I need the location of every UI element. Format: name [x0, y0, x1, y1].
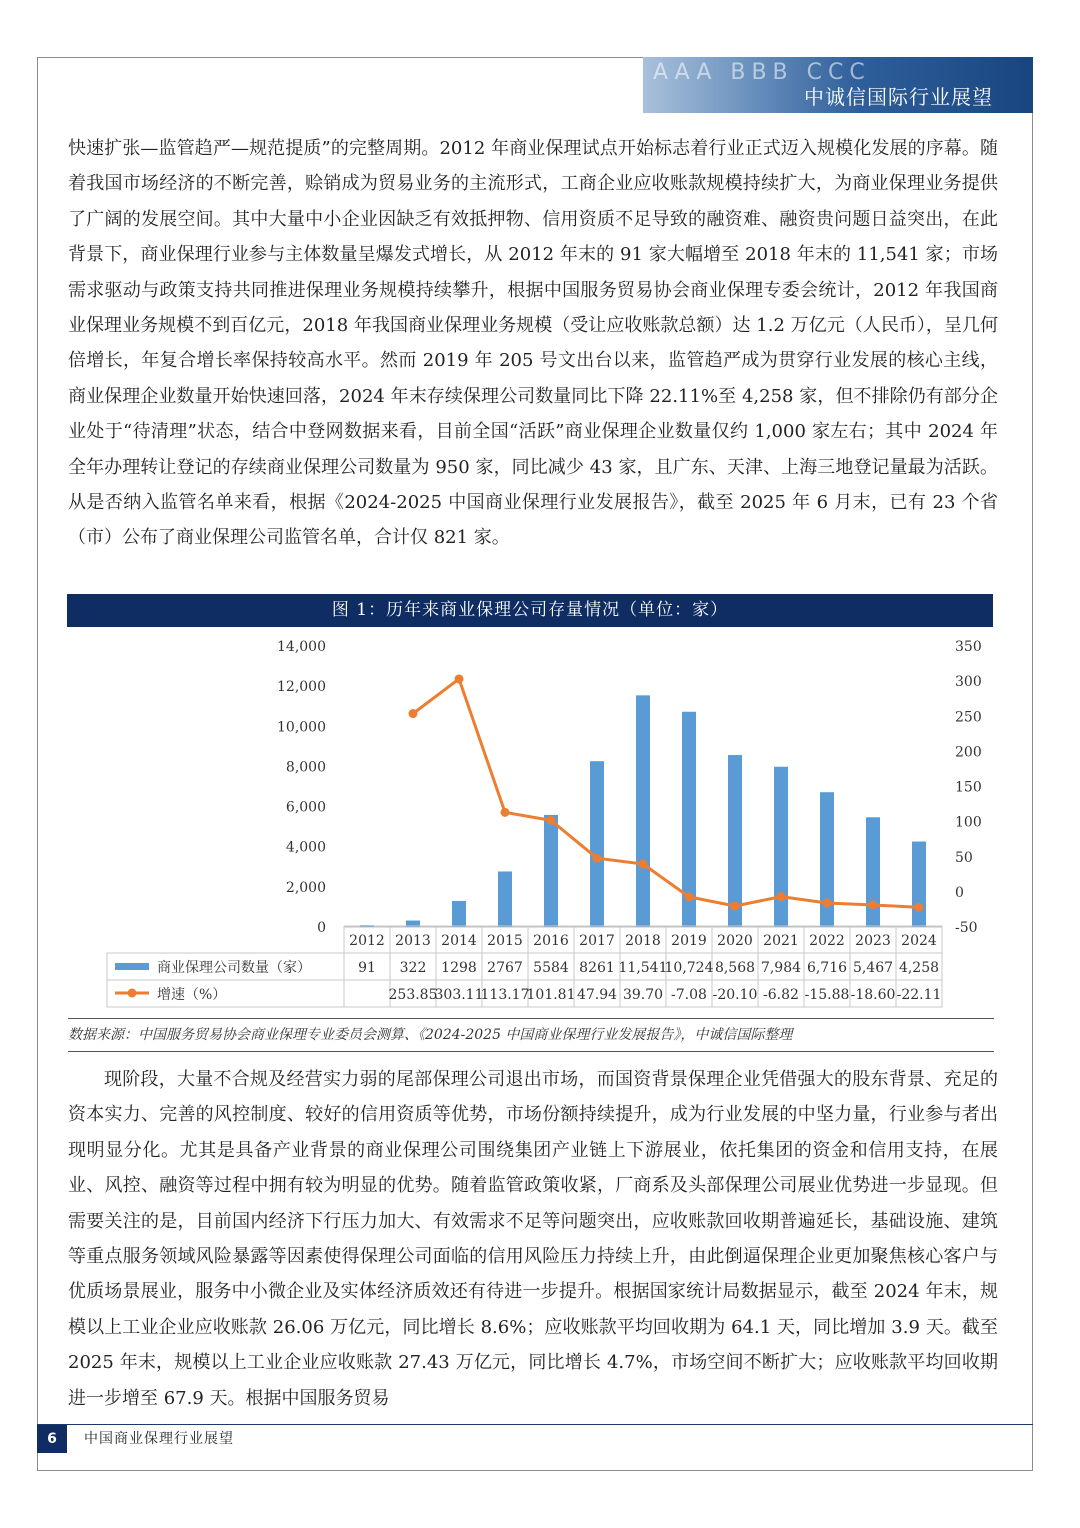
y-left-tick-label: 8,000 — [285, 759, 326, 776]
bar-2021 — [774, 767, 788, 927]
y-left-tick-label: 6,000 — [285, 799, 326, 816]
y-left-tick-label: 2,000 — [285, 879, 326, 896]
growth-point-2020 — [731, 901, 740, 910]
data-label-count: 8,568 — [714, 960, 756, 976]
data-label-growth: -22.11 — [896, 987, 942, 1003]
data-label-count: 322 — [399, 960, 427, 976]
bar-2023 — [866, 817, 880, 927]
growth-point-2018 — [639, 859, 648, 868]
growth-line — [413, 679, 919, 907]
y-right-tick-label: 300 — [955, 674, 982, 691]
bar-2018 — [636, 695, 650, 927]
y-left-tick-label: 12,000 — [277, 679, 326, 696]
data-label-growth: 101.81 — [526, 987, 576, 1003]
growth-point-2017 — [593, 854, 602, 863]
data-label-count: 4,258 — [898, 960, 940, 976]
growth-point-2023 — [869, 900, 878, 909]
y-left-tick-label: 0 — [317, 920, 326, 936]
y-right-tick-label: 350 — [955, 639, 982, 655]
banner-decoration: AAA BBB CCC — [653, 60, 871, 85]
chart-container — [67, 630, 993, 1010]
data-label-growth: -20.10 — [712, 987, 758, 1003]
growth-point-2015 — [501, 808, 510, 817]
y-left-tick-label: 10,000 — [277, 719, 326, 736]
header-banner — [643, 57, 1033, 113]
growth-point-2021 — [777, 892, 786, 901]
x-tick-label: 2019 — [671, 933, 707, 949]
data-label-growth: -15.88 — [804, 987, 850, 1003]
bar-2015 — [498, 871, 512, 927]
x-tick-label: 2018 — [625, 933, 661, 949]
growth-point-2019 — [685, 892, 694, 901]
data-label-growth: 47.94 — [576, 987, 618, 1003]
data-label-count: 91 — [358, 960, 376, 976]
growth-point-2014 — [455, 674, 464, 683]
y-right-tick-label: 250 — [955, 709, 982, 726]
bar-2014 — [452, 901, 466, 927]
data-label-growth: -7.08 — [671, 987, 707, 1003]
x-tick-label: 2024 — [901, 933, 937, 949]
legend-label-bars: 商业保理公司数量（家） — [157, 960, 311, 976]
y-right-tick-label: 0 — [955, 884, 964, 901]
x-tick-label: 2017 — [579, 933, 615, 949]
x-tick-label: 2012 — [349, 933, 385, 949]
y-left-tick-label: 4,000 — [285, 839, 326, 856]
data-label-count: 11,541 — [618, 960, 668, 976]
x-tick-label: 2016 — [533, 933, 569, 949]
growth-point-2024 — [915, 903, 924, 912]
growth-point-2016 — [547, 816, 556, 825]
y-right-tick-label: 100 — [955, 814, 982, 831]
growth-point-2022 — [823, 899, 832, 908]
x-tick-label: 2015 — [487, 933, 523, 949]
footer-title: 中国商业保理行业展望 — [84, 1431, 234, 1447]
x-tick-label: 2023 — [855, 933, 891, 949]
data-label-growth: 253.85 — [388, 987, 438, 1003]
data-label-growth: -6.82 — [763, 987, 799, 1003]
data-label-growth: -18.60 — [850, 987, 896, 1003]
x-tick-label: 2014 — [441, 933, 477, 949]
legend-key-line-marker — [128, 989, 137, 998]
data-label-growth: 39.70 — [622, 987, 664, 1003]
y-right-tick-label: 150 — [955, 779, 982, 796]
x-tick-label: 2013 — [395, 933, 431, 949]
data-label-count: 6,716 — [806, 960, 848, 976]
y-right-tick-label: 200 — [955, 744, 982, 761]
figure-title: 图 1：历年来商业保理公司存量情况（单位：家） — [67, 594, 993, 627]
y-left-tick-label: 14,000 — [277, 639, 326, 655]
bar-2016 — [544, 815, 558, 927]
combo-chart — [67, 630, 993, 1010]
legend-label-line: 增速（%） — [157, 987, 227, 1003]
data-label-count: 10,724 — [664, 960, 714, 976]
data-label-growth: 303.11 — [434, 987, 484, 1003]
x-tick-label: 2022 — [809, 933, 845, 949]
footer-rule — [37, 1424, 1033, 1425]
bar-2024 — [912, 842, 926, 927]
data-label-count: 8261 — [579, 960, 615, 976]
figure-source: 数据来源：中国服务贸易协会商业保理专业委员会测算、《2024-2025 中国商业保理行业发展报告》，中诚信国际整理 — [68, 1018, 994, 1052]
data-label-count: 5,467 — [852, 960, 894, 976]
legend-key-bars — [115, 963, 149, 970]
y-right-tick-label: -50 — [955, 920, 978, 936]
page-number: 6 — [37, 1425, 67, 1453]
y-right-tick-label: 50 — [955, 849, 973, 866]
bar-2020 — [728, 755, 742, 927]
x-tick-label: 2020 — [717, 933, 753, 949]
data-label-count: 5584 — [533, 960, 569, 976]
data-label-count: 2767 — [487, 960, 523, 976]
data-label-growth: 113.17 — [480, 987, 530, 1003]
data-label-count: 7,984 — [760, 960, 802, 976]
body-paragraph-2: 现阶段，大量不合规及经营实力弱的尾部保理公司退出市场，而国资背景保理企业凭借强大的股东背景、充足的资本实力、完善的风控制度、较好的信用资质等优势，市场份额持续提升，成为行业发展的中坚力量，行业参与者出现明显分化。尤其是具备产业背景的商业保理公司围绕集团产业链上下游展业，依托集团的资金和信用支持，在展业、风控、融资等过程中拥有较为明显的优势。随着监管政策收紧，厂商系及头部保理公司展业优势进一步显现。但需要关注的是，目前国内经济下行压力加大、有效需求不足等问题突出，应收账款回收期普遍延长，基础设施、建筑等重点服务领域风险暴露等因素使得保理公司面临的信用风险压力持续上升，由此倒逼保理企业更加聚焦核心客户与优质场景展业，服务中小微企业及实体经济质效还有待进一步提升。根据国家统计局数据显示，截至 2024 年末，规模以上工业企业应收账款 26.06 万亿元，同比增长 8.6%；应收账款平均回收期为 64.1 天，同比增加 3.9 天。截至 2025 年末，规模以上工业企业应收账款 27.43 万亿元，同比增长 4.7%，市场空间不断扩大；应收账款平均回收期进一步增至 67.9 天。根据中国服务贸易 — [68, 1069, 998, 1409]
growth-point-2013 — [409, 709, 418, 718]
banner-title: 中诚信国际行业展望 — [804, 85, 993, 109]
data-label-count: 1298 — [441, 960, 477, 976]
bar-2017 — [590, 761, 604, 927]
x-tick-label: 2021 — [763, 933, 799, 949]
body-paragraph-1: 快速扩张—监管趋严—规范提质”的完整周期。2012 年商业保理试点开始标志着行业正式迈入规模化发展的序幕。随着我国市场经济的不断完善，赊销成为贸易业务的主流形式，工商企业应收账款规模持续扩大，为商业保理业务提供了广阔的发展空间。其中大量中小企业因缺乏有效抵押物、信用资质不足导致的融资难、融资贵问题日益突出，在此背景下，商业保理行业参与主体数量呈爆发式增长，从 2012 年末的 91 家大幅增至 2018 年末的 11,541 家；市场需求驱动与政策支持共同推进保理业务规模持续攀升，根据中国服务贸易协会商业保理专委会统计，2012 年我国商业保理业务规模不到百亿元，2018 年我国商业保理业务规模（受让应收账款总额）达 1.2 万亿元（人民币），呈几何倍增长，年复合增长率保持较高水平。然而 2019 年 205 号文出台以来，监管趋严成为贯穿行业发展的核心主线，商业保理企业数量开始快速回落，2024 年末存续保理公司数量同比下降 22.11%至 4,258 家，但不排除仍有部分企业处于“待清理”状态，结合中登网数据来看，目前全国“活跃”商业保理企业数量仅约 1,000 家左右；其中 2024 年全年办理转让登记的存续商业保理公司数量为 950 家，同比减少 43 家，且广东、天津、上海三地登记量最为活跃。从是否纳入监管名单来看，根据《2024-2025 中国商业保理行业发展报告》，截至 2025 年 6 月末，已有 23 个省（市）公布了商业保理公司监管名单，合计仅 821 家。 — [68, 138, 998, 549]
